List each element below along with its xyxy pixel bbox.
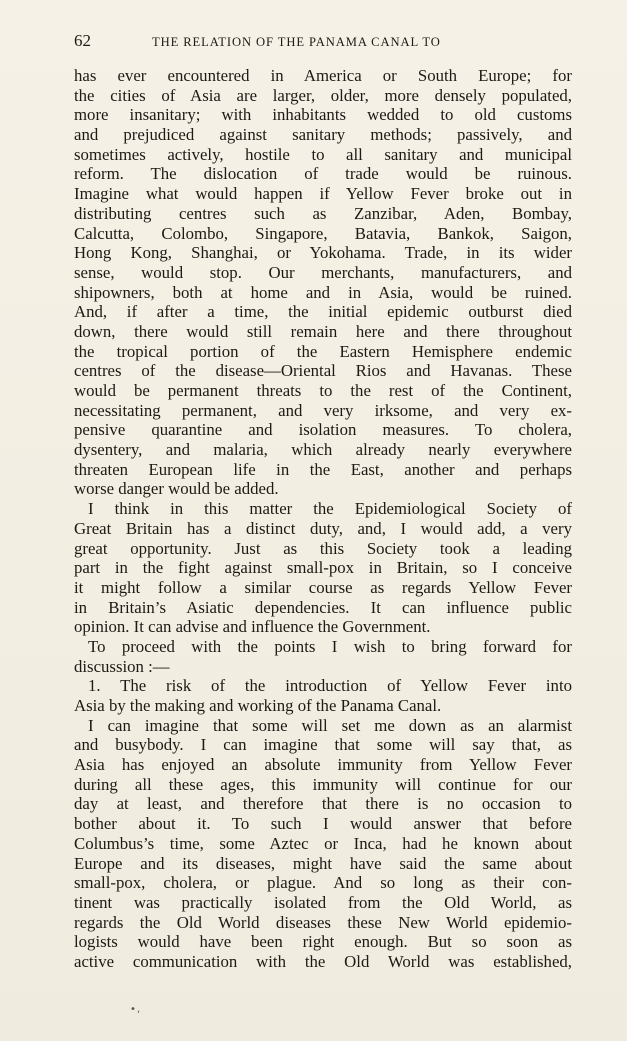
text-line: worse danger would be added. bbox=[74, 479, 279, 499]
text-line: To proceed with the points I wish to bring forward for bbox=[88, 636, 572, 656]
text-line: Imagine what would happen if Yellow Fever broke out in bbox=[74, 184, 572, 204]
text-line: regards the Old World diseases these New World epidemio- bbox=[74, 912, 572, 932]
text-line: more insanitary; with inhabitants wedded to old customs bbox=[74, 105, 572, 125]
text-line: pensive quarantine and isolation measures. To cholera, bbox=[74, 420, 572, 440]
body-text bbox=[74, 66, 572, 972]
text-line: day at least, and therefore that there is no occasion to bbox=[74, 794, 572, 814]
text-line: reform. The dislocation of trade would be ruinous. bbox=[74, 164, 572, 184]
running-head bbox=[74, 31, 572, 51]
text-line: the cities of Asia are larger, older, more densely populated, bbox=[74, 85, 572, 105]
text-line: Europe and its diseases, might have said the same about bbox=[74, 853, 572, 873]
text-line: tinent was practically isolated from the Old World, as bbox=[74, 892, 572, 912]
text-line: shipowners, both at home and in Asia, would be ruined. bbox=[74, 282, 572, 302]
running-head-title: THE RELATION OF THE PANAMA CANAL TO bbox=[152, 35, 441, 49]
text-line: great opportunity. Just as this Society took a leading bbox=[74, 538, 572, 558]
text-line: during all these ages, this immunity will continue for our bbox=[74, 774, 572, 794]
text-line: sense, would stop. Our merchants, manufacturers, and bbox=[74, 262, 572, 282]
text-line: Columbus’s time, some Aztec or Inca, had he known about bbox=[74, 833, 572, 853]
text-line: I think in this matter the Epidemiological Society of bbox=[88, 499, 572, 519]
text-line: it might follow a similar course as regards Yellow Fever bbox=[74, 577, 572, 597]
page-number: 62 bbox=[74, 31, 91, 50]
text-line: and prejudiced against sanitary methods; passively, and bbox=[74, 125, 572, 145]
text-line: in Britain’s Asiatic dependencies. It can influence public bbox=[74, 597, 572, 617]
text-line: Asia has enjoyed an absolute immunity from Yellow Fever bbox=[74, 755, 572, 775]
text-line: Hong Kong, Shanghai, or Yokohama. Trade, in its wider bbox=[74, 243, 572, 263]
text-line: small-pox, cholera, or plague. And so long as their con- bbox=[74, 873, 572, 893]
footer-mark: •‚ bbox=[130, 1004, 142, 1015]
text-line: 1. The risk of the introduction of Yellow Fever into bbox=[88, 676, 572, 696]
text-line: distributing centres such as Zanzibar, Aden, Bombay, bbox=[74, 203, 572, 223]
text-line: sometimes actively, hostile to all sanitary and municipal bbox=[74, 144, 572, 164]
text-line: discussion :— bbox=[74, 656, 170, 676]
text-line: has ever encountered in America or South Europe; for bbox=[74, 66, 572, 85]
text-line: active communication with the Old World was established, bbox=[74, 951, 572, 971]
text-line: down, there would still remain here and there throughout bbox=[74, 321, 572, 341]
text-line: threaten European life in the East, another and perhaps bbox=[74, 459, 572, 479]
text-line: part in the fight against small-pox in Britain, so I conceive bbox=[74, 558, 572, 578]
text-line: Calcutta, Colombo, Singapore, Batavia, Bankok, Saigon, bbox=[74, 223, 572, 243]
text-line: and busybody. I can imagine that some will say that, as bbox=[74, 735, 572, 755]
text-line: centres of the disease—Oriental Rios and Havanas. These bbox=[74, 361, 572, 381]
text-line: Great Britain has a distinct duty, and, I would add, a very bbox=[74, 518, 572, 538]
text-line: bother about it. To such I would answer that before bbox=[74, 814, 572, 834]
text-line: opinion. It can advise and influence the Government. bbox=[74, 617, 431, 637]
text-line: And, if after a time, the initial epidemic outburst died bbox=[74, 302, 572, 322]
text-line: would be permanent threats to the rest of the Continent, bbox=[74, 381, 572, 400]
text-line: Asia by the making and working of the Panama Canal. bbox=[74, 696, 442, 715]
text-line: I can imagine that some will set me down as an alarmist bbox=[88, 715, 572, 735]
text-line: necessitating permanent, and very irksome, and very ex- bbox=[74, 400, 572, 420]
text-line: the tropical portion of the Eastern Hemisphere endemic bbox=[74, 341, 572, 361]
text-line: dysentery, and malaria, which already nearly everywhere bbox=[74, 440, 572, 460]
text-line: logists would have been right enough. But so soon as bbox=[74, 932, 572, 952]
